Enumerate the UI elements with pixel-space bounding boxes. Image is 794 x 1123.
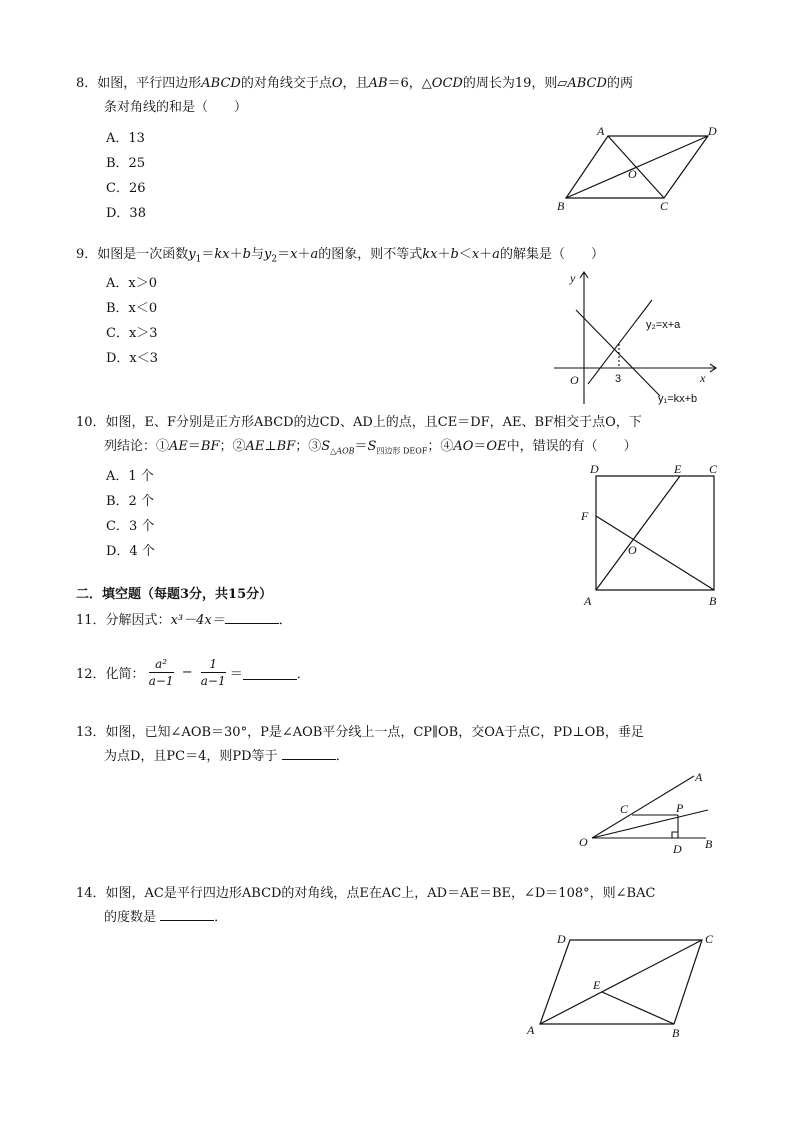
q9-label-o: O	[570, 373, 579, 387]
q9-label-3: 3	[615, 373, 622, 385]
q8-label-a: A	[597, 124, 605, 138]
q9-label-x: x	[700, 371, 706, 385]
q13-label-d: D	[673, 842, 682, 856]
q10-segment-bf	[596, 516, 714, 590]
q9-line-y2	[588, 300, 652, 384]
q10-line2: 列结论：①AE＝BF；②AE⊥BF；$③S_{\triangle AOB}=S_{四边形 DEOF}$；④AO＝OE中，错误的有（ ）	[104, 439, 637, 456]
q9-label-line2: y₂=x+a	[646, 319, 681, 331]
q9-option-a[interactable]: A．x＞0	[106, 276, 157, 291]
q10-label-b: B	[709, 594, 717, 608]
q11-suffix: ．	[278, 613, 292, 628]
section-2-title: 二．填空题（每题3分，共15分）	[76, 587, 273, 602]
question-10	[76, 411, 726, 464]
q13-label-o: O	[579, 835, 588, 849]
q10-square	[596, 476, 714, 590]
q14-line2: 的度数是	[104, 910, 157, 925]
q10-square-figure	[578, 460, 728, 612]
question-11	[76, 609, 292, 628]
q14-label-a: A	[527, 1023, 535, 1037]
q10-segment-ae	[596, 476, 680, 590]
q13-answer-blank[interactable]	[282, 745, 336, 760]
q12-fraction-1: $\frac{\text{a²}}{a-1}$	[148, 657, 174, 688]
q14-parallelogram-figure	[522, 926, 722, 1044]
q13-label-b: B	[705, 837, 713, 851]
q12-number: 12．	[76, 667, 106, 682]
q14-answer-blank[interactable]	[160, 906, 214, 921]
q9-function-graph	[548, 268, 726, 410]
q14-suffix: ．	[214, 910, 228, 925]
q9-label-line1: y₁=kx+b	[658, 393, 698, 405]
q13-label-a: A	[695, 770, 703, 784]
question-13	[76, 721, 726, 769]
q12-fraction-2: $\frac{1}{a-1}$	[200, 657, 226, 688]
q12-answer-blank[interactable]	[243, 665, 297, 680]
q10-line1: 如图，E、F分别是正方形ABCD的边CD、AD上的点，且CE＝DF，AE、BF相交于点O，下	[105, 415, 642, 430]
q8-label-o: O	[628, 167, 637, 181]
q8-line1: 如图，平行四边形ABCD的对角线交于点O，且AB＝6，△OCD的周长为19，则▱ABCD的两	[97, 76, 633, 91]
q12-minus: −	[181, 665, 193, 680]
q10-option-a[interactable]: A．1 个	[106, 469, 154, 484]
q13-bisector	[592, 810, 708, 838]
q13-label-p: P	[676, 801, 684, 815]
q10-label-d: D	[590, 462, 599, 476]
q10-number: 10．	[76, 415, 106, 430]
question-14	[76, 882, 726, 930]
q11-expr: x³－4x＝	[170, 613, 225, 628]
q8-option-c[interactable]: C．26	[106, 181, 146, 196]
q8-option-d[interactable]: D．38	[106, 206, 146, 221]
q13-right-angle-mark	[672, 832, 678, 838]
q10-label-f: F	[581, 509, 589, 523]
q11-prefix: 分解因式：	[105, 613, 171, 628]
q9-label-y: y	[570, 271, 576, 285]
q9-number: 9．	[76, 247, 98, 262]
q10-label-o: O	[628, 543, 637, 557]
q9-stem: 如图是一次函数$y_1=kx+b$与$y_2=x+a$的图象，则不等式kx＋b＜x＋a的解集是（ ）	[97, 247, 604, 265]
q9-option-b[interactable]: B．x＜0	[106, 301, 158, 316]
q12-equals: ＝	[229, 667, 243, 682]
q11-number: 11．	[76, 613, 106, 628]
q8-label-c: C	[660, 199, 669, 213]
q12-prefix: 化简：	[105, 667, 145, 682]
q13-suffix: ．	[335, 749, 349, 764]
q9-option-d[interactable]: D．x＜3	[106, 351, 159, 366]
q13-angle-figure	[572, 766, 722, 858]
q14-number: 14．	[76, 886, 106, 901]
q10-label-e: E	[674, 462, 682, 476]
q14-line1: 如图，AC是平行四边形ABCD的对角线，点E在AC上，AD＝AE＝BE，∠D＝108°，则∠BAC	[105, 886, 656, 901]
q8-label-d: D	[708, 124, 717, 138]
q8-label-b: B	[557, 199, 565, 213]
q9-option-c[interactable]: C．x＞3	[106, 326, 158, 341]
q10-option-b[interactable]: B．2 个	[106, 494, 154, 509]
q14-segment-be	[602, 992, 674, 1024]
q8-number: 8．	[76, 76, 98, 91]
q10-label-c: C	[709, 462, 718, 476]
q13-line1: 如图，已知∠AOB＝30°，P是∠AOB平分线上一点，CP∥OB，交OA于点C，PD⊥OB，垂足	[105, 725, 644, 740]
q12-suffix: ．	[296, 667, 310, 682]
q8-option-a[interactable]: A．13	[106, 131, 145, 146]
q10-label-a: A	[584, 594, 592, 608]
q13-line2: 为点D，且PC＝4，则PD等于	[104, 749, 278, 764]
q11-answer-blank[interactable]	[225, 609, 279, 624]
q13-number: 13．	[76, 725, 106, 740]
q14-label-d: D	[557, 932, 566, 946]
q8-line2: 条对角线的和是（ ）	[104, 100, 248, 115]
q10-option-c[interactable]: C．3 个	[106, 519, 155, 534]
q14-label-b: B	[672, 1026, 680, 1040]
question-12	[76, 656, 310, 689]
q13-label-c: C	[620, 802, 629, 816]
q8-option-b[interactable]: B．25	[106, 156, 146, 171]
q14-label-c: C	[705, 932, 714, 946]
q8-parallelogram-figure	[548, 118, 728, 216]
question-8	[76, 72, 726, 120]
q10-option-d[interactable]: D．4 个	[106, 544, 155, 559]
q14-label-e: E	[593, 978, 601, 992]
